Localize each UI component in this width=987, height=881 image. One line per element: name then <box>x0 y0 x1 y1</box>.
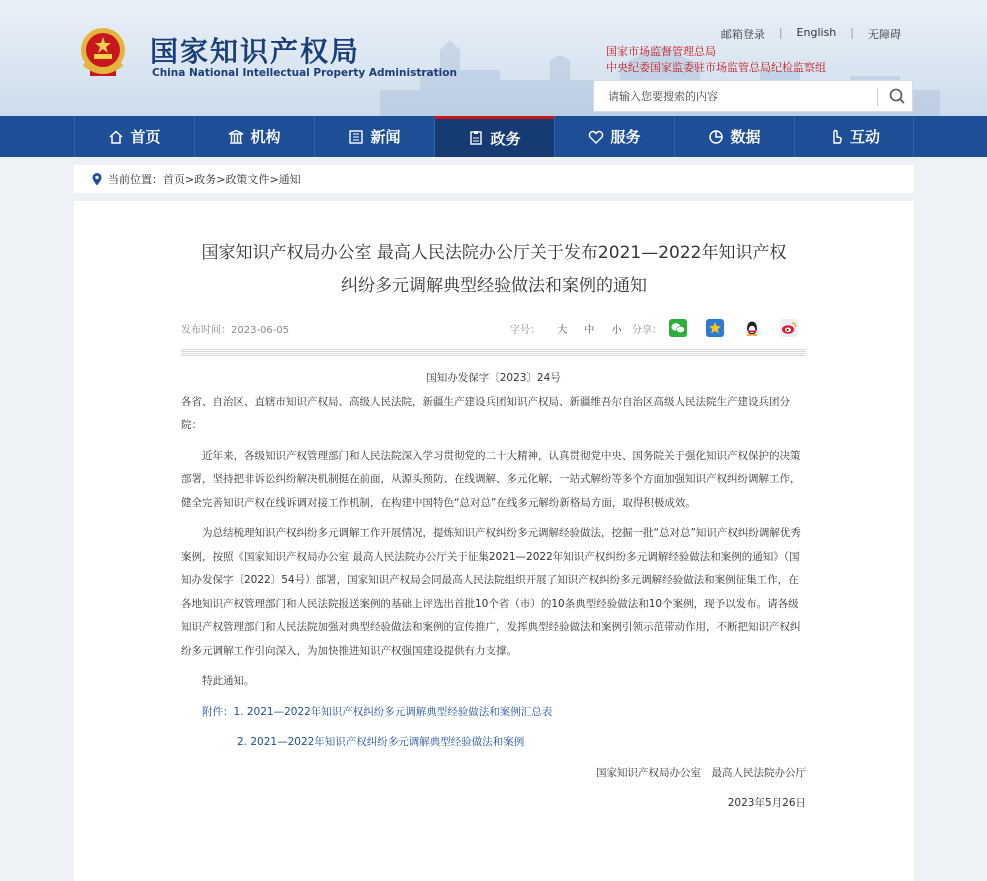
search-divider <box>877 88 878 106</box>
data-icon <box>708 129 724 145</box>
samr-link[interactable]: 国家市场监督管理总局 <box>606 45 716 58</box>
location-pin-icon <box>92 173 102 186</box>
site-name-en: China National Intellectual Property Administration <box>152 67 457 79</box>
tab-label: 机构 <box>250 128 281 146</box>
breadcrumb-separator: > <box>185 172 195 186</box>
top-links <box>707 26 915 42</box>
weibo-icon[interactable] <box>780 319 798 337</box>
news-icon <box>348 129 364 145</box>
tab-label: 数据 <box>730 128 761 146</box>
attachment-row-2 <box>181 731 806 755</box>
main-nav <box>0 116 987 157</box>
font-size-medium[interactable]: 中 <box>584 325 595 336</box>
tab-label: 服务 <box>610 128 641 146</box>
tab-government[interactable] <box>434 116 554 157</box>
attachment-row-1 <box>181 701 806 725</box>
font-size-control <box>510 321 622 336</box>
attachment-link-2[interactable]: 2. 2021—2022年知识产权纠纷多元调解典型经验做法和案例 <box>237 736 525 748</box>
mail-login-link[interactable]: 邮箱登录 <box>720 28 765 41</box>
english-link[interactable]: English <box>796 26 837 39</box>
government-icon <box>468 130 484 146</box>
document-number: 国知办发保字〔2023〕24号 <box>426 372 561 384</box>
paragraph-2: 为总结梳理知识产权纠纷多元调解工作开展情况，提炼知识产权纠纷多元调解经验做法，挖掘一批“总对总”知识产权纠纷调解优秀案例，按照《国家知识产权局办公室 最高人民法院办公厅关于征集2021—2022年知识产权纠纷多元调解经验做法和案例的通知》（国知办发保字〔2022〕54号）部署，国家知识产权局会同最高人民法院组织开展了知识产权纠纷多元调解经验做法和案例征集工作，在各地知识产权管理部门和人民法院报送案例的基础上评选出首批10个省（市）的10条典型经验做法和10个案例，现予以发布。请各级知识产权管理部门和人民法院加强对典型经验做法和案例的宣传推广，发挥典型经验做法和案例引领示范带动作用，不断把知识产权纠纷多元调解工作引向深入，为加快推进知识产权强国建设提供有力支撑。 <box>181 527 801 657</box>
tab-label: 互动 <box>849 128 880 146</box>
tab-news[interactable] <box>314 116 434 157</box>
tab-service[interactable] <box>554 116 674 157</box>
title-divider <box>181 348 806 356</box>
recipients: 各省、自治区、直辖市知识产权局、高级人民法院，新疆生产建设兵团知识产权局、新疆维吾尔自治区高级人民法院生产建设兵团分院： <box>181 395 790 431</box>
tab-label: 首页 <box>130 128 161 146</box>
qq-icon[interactable] <box>743 319 761 337</box>
attachment-label: 附件： <box>202 705 234 718</box>
search-button[interactable] <box>881 81 913 111</box>
search-icon <box>889 88 905 104</box>
paragraph-1: 近年来，各级知识产权管理部门和人民法院深入学习贯彻党的二十大精神，认真贯彻党中央、国务院关于强化知识产权保护的决策部署，坚持把非诉讼纠纷解决机制挺在前面，从源头预防、在线调解、多元化解、一站式解纷等多个方面加强知识产权纠纷调解工作，健全完善知识产权在线诉调对接工作机制，在构建中国特色“总对总”在线多元解纷新格局方面，取得积极成效。 <box>181 449 801 509</box>
breadcrumb-separator: > <box>269 172 279 186</box>
signature: 国家知识产权局办公室 最高人民法院办公厅 <box>596 766 806 779</box>
article-container <box>74 201 914 881</box>
tab-home[interactable] <box>74 116 194 157</box>
divider: | <box>850 26 854 39</box>
font-size-large[interactable]: 大 <box>557 325 568 336</box>
site-header <box>0 0 987 116</box>
national-emblem-icon <box>76 26 130 80</box>
article-body <box>181 367 806 816</box>
share-label: 分享： <box>632 325 662 336</box>
institution-icon <box>228 129 244 145</box>
article-title-line2: 纠纷多元调解典型经验做法和案例的通知 <box>341 276 647 296</box>
interact-icon <box>828 129 844 145</box>
inspection-group-link[interactable]: 中央纪委国家监委驻市场监管总局纪检监察组 <box>606 61 826 74</box>
breadcrumb <box>74 165 914 193</box>
tab-label: 新闻 <box>370 128 401 146</box>
breadcrumb-notice[interactable]: 通知 <box>278 173 301 186</box>
breadcrumb-government[interactable]: 政务 <box>194 173 217 186</box>
breadcrumb-separator: > <box>216 172 226 186</box>
home-icon <box>108 129 124 145</box>
tab-institution[interactable] <box>194 116 314 157</box>
wechat-icon[interactable] <box>669 319 687 337</box>
qzone-icon[interactable] <box>706 319 724 337</box>
article-meta <box>181 319 806 339</box>
accessibility-link[interactable]: 无障碍 <box>868 28 901 41</box>
breadcrumb-home[interactable]: 首页 <box>163 173 185 186</box>
share-icons <box>669 319 798 337</box>
tab-data[interactable] <box>674 116 794 157</box>
article-title <box>174 237 814 303</box>
site-name[interactable]: 国家知识产权局 <box>150 35 361 68</box>
sign-date: 2023年5月26日 <box>727 797 806 809</box>
search-input[interactable] <box>594 81 874 111</box>
attachment-link-1[interactable]: 1. 2021—2022年知识产权纠纷多元调解典型经验做法和案例汇总表 <box>233 705 553 718</box>
closing: 特此通知。 <box>202 675 255 687</box>
divider: | <box>778 26 783 39</box>
breadcrumb-policy[interactable]: 政策文件 <box>225 173 270 186</box>
search-box <box>593 80 913 112</box>
article-title-line1: 国家知识产权局办公室 最高人民法院办公厅关于发布2021—2022年知识产权 <box>201 243 787 263</box>
tab-label: 政务 <box>490 129 521 148</box>
service-icon <box>588 129 604 145</box>
font-size-label: 字号： <box>510 325 540 336</box>
breadcrumb-prefix: 当前位置： <box>108 173 163 186</box>
font-size-small[interactable]: 小 <box>611 325 622 336</box>
tab-interact[interactable] <box>794 116 914 157</box>
publish-date: 发布时间：2023-06-05 <box>181 325 290 336</box>
